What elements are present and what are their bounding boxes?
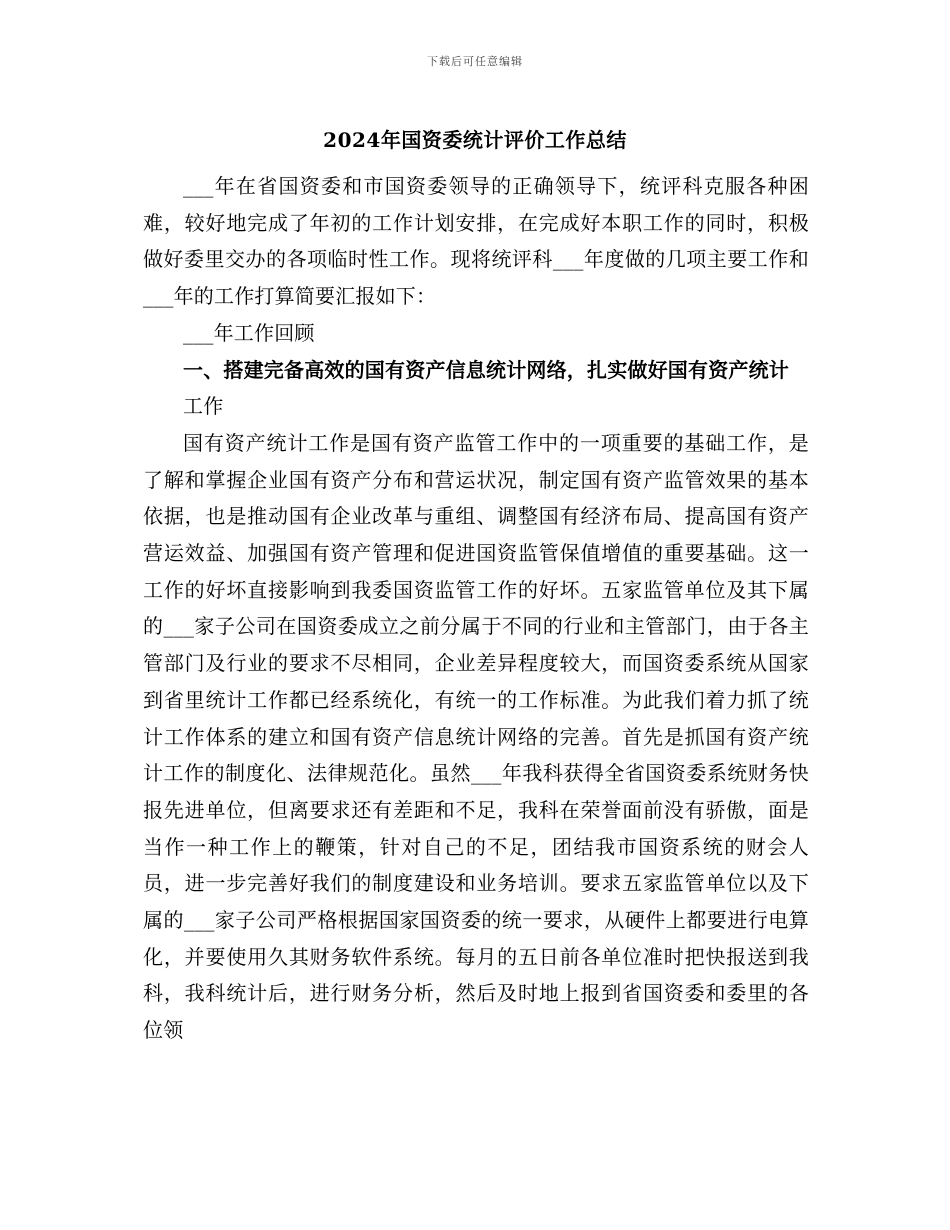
paragraph-heading-continuation: 工作 [183,394,224,419]
document-body [143,168,809,1049]
document-title: 2024年国资委统计评价工作总结 [323,128,627,152]
paragraph-statistics-work: 国有资产统计工作是国有资产监管工作中的一项重要的基础工作，是了解和掌握企业国有资产分布和营运状况，制定国有资产监管效果的基本依据，也是推动国有企业改革与重组、调整国有经济布局、提高国有资产营运效益、加强国有资产管理和促进国资监管保值增值的重要基础。这一工作的好坏直接影响到我委国资监管工作的好坏。五家监管单位及其下属的___家子公司在国资委成立之前分属于不同的行业和主管部门，由于各主管部门及行业的要求不尽相同，企业差异程度较大，而国资委系统从国家到省里统计工作都已经系统化，有统一的工作标准。为此我们着力抓了统计工作体系的建立和国有资产信息统计网络的完善。首先是抓国有资产统计工作的制度化、法律规范化。虽然___年我科获得全省国资委系统财务快报先进单位，但离要求还有差距和不足，我科在荣誉面前没有骄傲，面是当作一种工作上的鞭策，针对自己的不足，团结我市国资系统的财会人员，进一步完善好我们的制度建设和业务培训。要求五家监管单位以及下属的___家子公司严格根据国家国资委的统一要求，从硬件上都要进行电算化，并要使用久其财务软件系统。每月的五日前各单位准时把快报送到我科，我科统计后，进行财务分析，然后及时地上报到省国资委和委里的各位领 [143,430,809,1043]
page-header-note: 下载后可任意编辑 [427,55,523,68]
paragraph-review-label: ___年工作回顾 [183,320,315,345]
section-heading-1: 一、搭建完备高效的国有资产信息统计网络，扎实做好国有资产统计 [183,357,789,382]
paragraph-intro: ___年在省国资委和市国资委领导的正确领导下，统评科克服各种困难，较好地完成了年初的工作计划安排，在完成好本职工作的同时，积极做好委里交办的各项临时性工作。现将统评科___年度做的几项主要工作和___年的工作打算简要汇报如下： [143,174,809,309]
